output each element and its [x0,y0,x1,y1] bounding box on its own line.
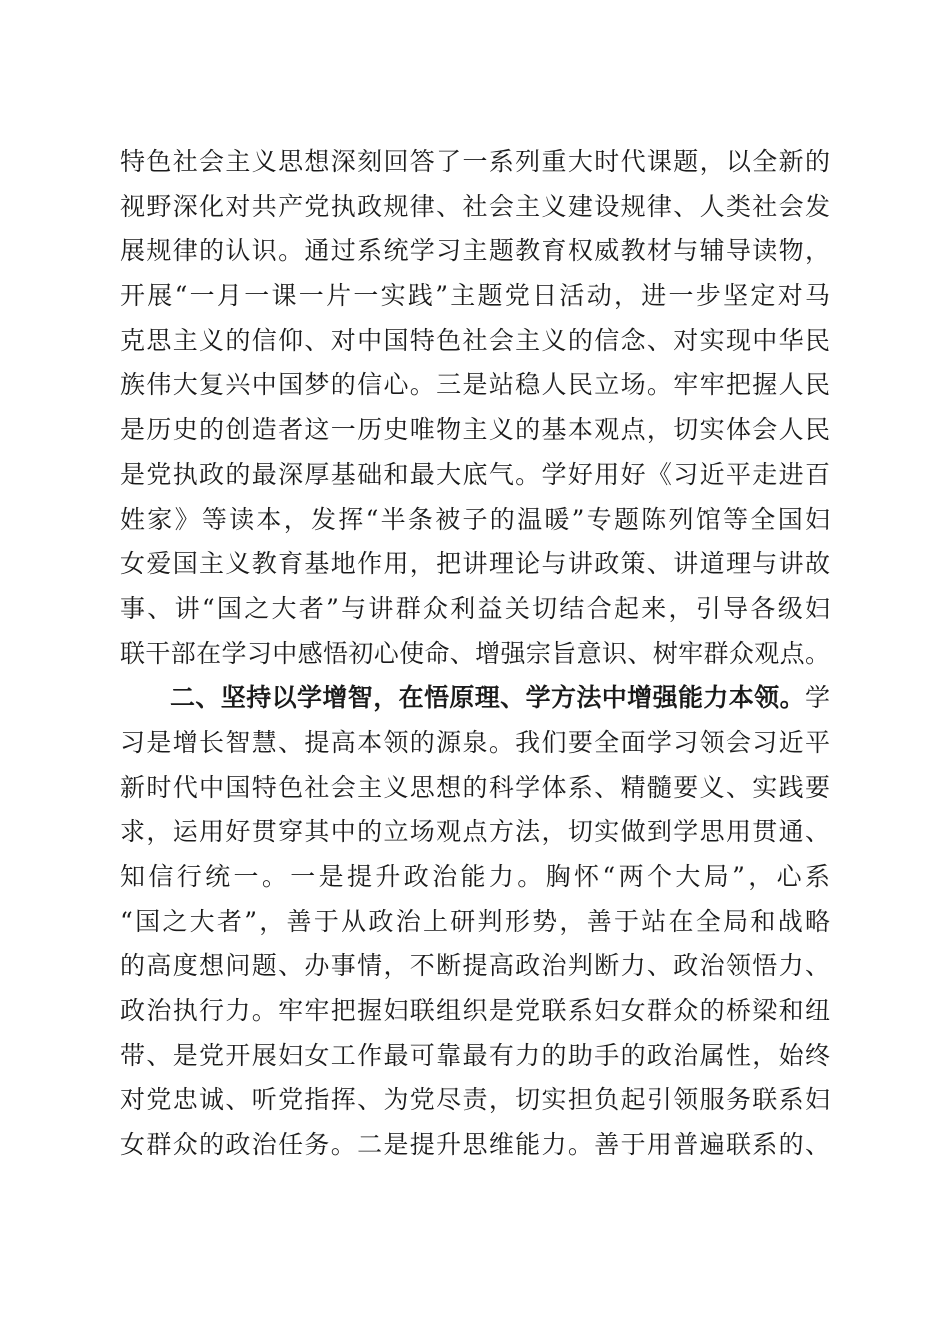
paragraph-line: 展规律的认识。通过系统学习主题教育权威教材与辅导读物， [120,236,830,266]
paragraph-line: 带、是党开展妇女工作最可靠最有力的助手的政治属性，始终 [120,1040,830,1070]
paragraph-line: 是党执政的最深厚基础和最大底气。学好用好《习近平走进百 [120,459,830,489]
body-text [120,140,830,1168]
paragraph-line: 对党忠诚、听党指挥、为党尽责，切实担负起引领服务联系妇 [120,1085,830,1115]
paragraph-line: 女群众的政治任务。二是提升思维能力。善于用普遍联系的、 [120,1130,830,1160]
paragraph-line: “国之大者”，善于从政治上研判形势，善于站在全局和战略 [120,906,830,936]
paragraph-line: 的高度想问题、办事情，不断提高政治判断力、政治领悟力、 [120,951,830,981]
paragraph-line: 事、讲“国之大者”与讲群众利益关切结合起来，引导各级妇 [120,593,830,623]
paragraph-line: 政治执行力。牢牢把握妇联组织是党联系妇女群众的桥梁和纽 [120,996,830,1026]
paragraph-line: 开展“一月一课一片一实践”主题党日活动，进一步坚定对马 [120,281,830,311]
section-heading-tail: 学 [804,683,830,713]
section-heading: 二、坚持以学增智，在悟原理、学方法中增强能力本领。 [170,683,805,713]
paragraph-line: 特色社会主义思想深刻回答了一系列重大时代课题，以全新的 [120,147,830,176]
paragraph-line: 联干部在学习中感悟初心使命、增强宗旨意识、树牢群众观点。 [120,638,830,668]
section-heading-line [120,676,830,721]
paragraph-line: 新时代中国特色社会主义思想的科学体系、精髓要义、实践要 [120,772,830,802]
paragraph-line: 视野深化对共产党执政规律、社会主义建设规律、人类社会发 [120,191,830,221]
paragraph-line: 族伟大复兴中国梦的信心。三是站稳人民立场。牢牢把握人民 [120,370,830,400]
paragraph-line: 是历史的创造者这一历史唯物主义的基本观点，切实体会人民 [120,415,830,445]
paragraph-line: 知信行统一。一是提升政治能力。胸怀“两个大局”，心系 [120,862,830,891]
paragraph-line: 女爱国主义教育基地作用，把讲理论与讲政策、讲道理与讲故 [120,549,830,579]
paragraph-line: 求，运用好贯穿其中的立场观点方法，切实做到学思用贯通、 [120,817,830,847]
paragraph-line: 姓家》等读本，发挥“半条被子的温暖”专题陈列馆等全国妇 [120,504,830,534]
paragraph-line: 习是增长智慧、提高本领的源泉。我们要全面学习领会习近平 [120,727,830,757]
paragraph-line: 克思主义的信仰、对中国特色社会主义的信念、对实现中华民 [120,325,830,355]
